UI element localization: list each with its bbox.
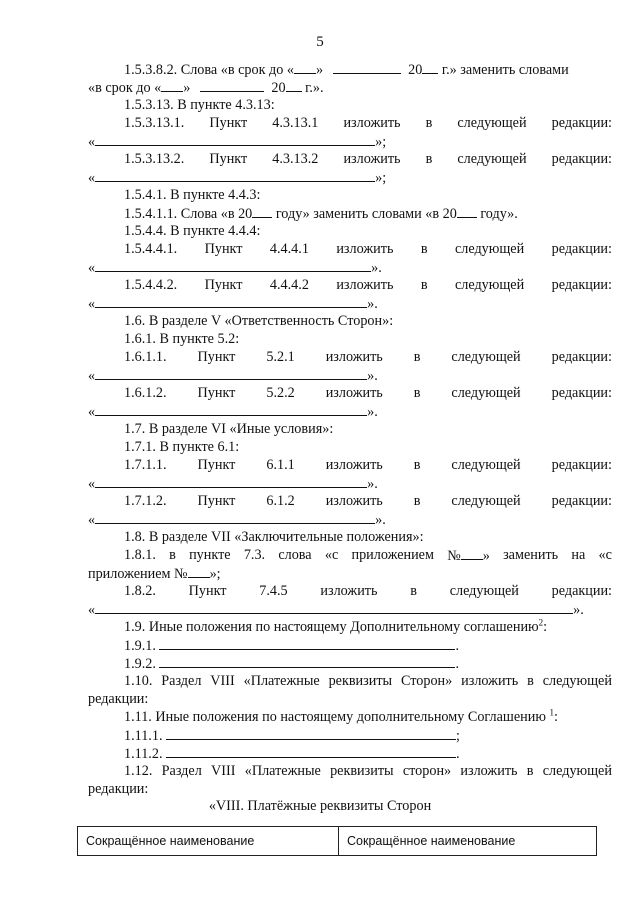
word: в <box>413 385 421 401</box>
word: изложить <box>325 493 383 509</box>
word: 1.5.4.4.1. <box>124 241 178 257</box>
word: редакции: <box>551 277 612 293</box>
word: изложить <box>336 277 394 293</box>
word: 1.5.4.4.2. <box>124 277 178 293</box>
blank <box>95 168 375 182</box>
word: 1.7.1.2. <box>124 493 167 509</box>
word: «Платежные <box>243 673 320 689</box>
word: в <box>169 547 176 563</box>
word: следующей <box>451 385 521 401</box>
blank <box>286 78 302 92</box>
word: VIII <box>210 673 235 689</box>
clause-1-5-4-1: 1.5.4.1. В пункте 4.4.3: <box>124 187 261 203</box>
word: в <box>425 151 433 167</box>
word: в <box>420 277 428 293</box>
word: следующей <box>457 115 527 131</box>
table-cell-col2: Сокращённое наименование <box>339 827 597 856</box>
clause-1-9-1: 1.9.1. . <box>124 638 460 654</box>
clause-1-5-4-4-1 <box>88 240 612 258</box>
word: в <box>425 115 433 131</box>
word: «с <box>598 547 612 563</box>
blank <box>188 564 210 578</box>
word: редакции: <box>551 241 612 257</box>
blank <box>252 204 272 218</box>
word: изложить <box>320 583 378 599</box>
clause-1-10-line2: редакции: <box>88 691 149 707</box>
word: приложением <box>351 547 434 563</box>
word: сторон» <box>402 763 452 779</box>
word: 7.4.5 <box>259 583 288 599</box>
word: № » <box>447 548 490 564</box>
blank <box>166 744 456 758</box>
clause-1-6-1-2 <box>88 384 612 402</box>
blank-line: « »; <box>88 134 387 150</box>
clause-1-9-2: 1.9.2. . <box>124 656 460 672</box>
word: следующей <box>451 493 521 509</box>
clause-1-6-1-1 <box>88 348 612 366</box>
word: Пункт <box>197 385 236 401</box>
word: Раздел <box>161 763 202 779</box>
blank <box>95 510 375 524</box>
clause-1-5-3-13-2 <box>88 150 612 168</box>
blank <box>294 60 316 74</box>
word: следующей <box>457 151 527 167</box>
word: Пункт <box>188 583 227 599</box>
clause-1-12-line2: редакции: <box>88 781 149 797</box>
word: 1.5.3.13.1. <box>124 115 185 131</box>
word: редакции: <box>551 385 612 401</box>
word: 1.5.3.13.2. <box>124 151 185 167</box>
word: изложить <box>336 241 394 257</box>
blank <box>95 402 367 416</box>
word: заменить <box>503 547 559 563</box>
blank <box>95 474 367 488</box>
blank <box>159 654 455 668</box>
word: Пункт <box>197 493 236 509</box>
word: редакции: <box>551 583 612 599</box>
word: 1.6.1.2. <box>124 385 167 401</box>
clause-1-7-1: 1.7.1. В пункте 6.1: <box>124 439 240 455</box>
word: 6.1.2 <box>266 493 295 509</box>
blank-line: « ». <box>88 368 378 384</box>
clause-1-11: 1.11. Иные положения по настоящему дополнительному Соглашению $^1$: <box>124 707 558 725</box>
blank-line: « ». <box>88 476 378 492</box>
blank <box>461 546 483 560</box>
word: пункте <box>189 547 231 563</box>
word: Пункт <box>204 241 243 257</box>
clause-1-6: 1.6. В разделе V «Ответственность Сторон»: <box>124 313 394 329</box>
word: 1.8.1. <box>124 547 156 563</box>
word: 4.4.4.1 <box>269 241 309 257</box>
word: следующей <box>449 583 519 599</box>
word: следующей <box>542 673 612 689</box>
blank <box>457 204 477 218</box>
blank-line: « ». <box>88 602 584 618</box>
word: 5.2.2 <box>266 385 295 401</box>
word: редакции: <box>551 457 612 473</box>
word: реквизиты <box>330 763 394 779</box>
clause-1-5-3-13: 1.5.3.13. В пункте 4.3.13: <box>124 97 275 113</box>
blank <box>95 294 367 308</box>
word: 4.3.13.2 <box>272 151 319 167</box>
word: Пункт <box>197 349 236 365</box>
word: 1.12. <box>124 763 153 779</box>
blank <box>95 132 375 146</box>
blank-line: « ». <box>88 296 378 312</box>
word: Раздел <box>161 673 202 689</box>
blank <box>95 600 573 614</box>
word: «с <box>324 547 339 563</box>
clause-1-5-3-8-2-line2: «в срок до « » 20 г.». <box>88 80 324 96</box>
blank <box>422 60 438 74</box>
word: редакции: <box>551 349 612 365</box>
word: следующей <box>454 277 525 293</box>
clause-1-8-2 <box>88 582 612 600</box>
clause-1-5-4-1-1: 1.5.4.1.1. Слова «в 20 году» заменить словами «в 20 году». <box>124 206 518 222</box>
word: 4.3.13.1 <box>272 115 319 131</box>
table-cell-col1: Сокращённое наименование <box>78 827 339 856</box>
word: следующей <box>542 763 612 779</box>
clause-1-12-line1 <box>88 762 612 780</box>
word: Пункт <box>204 277 243 293</box>
word: следующей <box>451 457 521 473</box>
clause-1-10-line1 <box>88 672 612 690</box>
word: 1.6.1.1. <box>124 349 167 365</box>
word: изложить <box>343 115 401 131</box>
word: 4.4.4.2 <box>269 277 309 293</box>
blank-line: « »; <box>88 170 387 186</box>
word: 1.10. <box>124 673 153 689</box>
word: на <box>571 547 586 563</box>
word: 1.7.1.1. <box>124 457 167 473</box>
requisites-table <box>77 826 597 856</box>
word: слова <box>278 547 312 563</box>
word: в <box>420 241 428 257</box>
blank <box>166 726 456 740</box>
clause-1-8: 1.8. В разделе VII «Заключительные положения»: <box>124 529 424 545</box>
word: редакции: <box>551 493 612 509</box>
word: реквизиты <box>328 673 393 689</box>
clause-1-5-3-8-2-line1: 1.5.3.8.2. Слова «в срок до « » 20 г.» заменить словами <box>124 62 569 78</box>
word: в <box>526 763 534 779</box>
word: 1.8.2. <box>124 583 156 599</box>
clause-1-7-1-2 <box>88 492 612 510</box>
word: изложить <box>343 151 401 167</box>
word: в <box>413 457 421 473</box>
word: изложить <box>460 763 518 779</box>
word: в <box>413 349 421 365</box>
page-number: 5 <box>316 34 324 50</box>
word: в <box>527 673 534 689</box>
word: в <box>410 583 417 599</box>
clause-1-8-1-line2: приложением № »; <box>88 566 221 582</box>
word: 6.1.1 <box>266 457 295 473</box>
blank <box>159 636 455 650</box>
clause-1-5-4-4-2 <box>88 276 612 294</box>
blank-line: « ». <box>88 512 386 528</box>
clause-1-8-1-line1 <box>88 546 612 564</box>
blank <box>161 78 183 92</box>
clause-1-11-2: 1.11.2. . <box>124 746 460 762</box>
blank-line: « ». <box>88 404 378 420</box>
word: «Платежные <box>244 763 321 779</box>
clause-1-7: 1.7. В разделе VI «Иные условия»: <box>124 421 334 437</box>
blank <box>95 258 371 272</box>
word: следующей <box>451 349 521 365</box>
word: Пункт <box>209 151 248 167</box>
word: изложить <box>325 385 383 401</box>
word: изложить <box>325 349 383 365</box>
word: Пункт <box>209 115 248 131</box>
word: 7.3. <box>243 547 266 563</box>
word: Пункт <box>197 457 236 473</box>
clause-1-5-4-4: 1.5.4.4. В пункте 4.4.4: <box>124 223 261 239</box>
word: изложить <box>325 457 383 473</box>
word: Сторон» <box>400 673 453 689</box>
blank <box>95 366 367 380</box>
word: изложить <box>461 673 519 689</box>
clause-1-7-1-1 <box>88 456 612 474</box>
word: следующей <box>454 241 525 257</box>
clause-1-6-1: 1.6.1. В пункте 5.2: <box>124 331 240 347</box>
word: в <box>413 493 421 509</box>
clause-1-5-3-13-1 <box>88 114 612 132</box>
word: VIII <box>211 763 236 779</box>
word: редакции: <box>551 151 612 167</box>
clause-1-9: 1.9. Иные положения по настоящему Дополнительному соглашению$^2$: <box>124 617 548 635</box>
blank-line: « ». <box>88 260 382 276</box>
word: редакции: <box>551 115 612 131</box>
blank <box>200 78 264 92</box>
clause-1-11-1: 1.11.1. ; <box>124 728 460 744</box>
blank <box>333 60 401 74</box>
table-row <box>78 827 597 856</box>
section-title: «VIII. Платёжные реквизиты Сторон <box>208 798 432 814</box>
word: 5.2.1 <box>266 349 295 365</box>
